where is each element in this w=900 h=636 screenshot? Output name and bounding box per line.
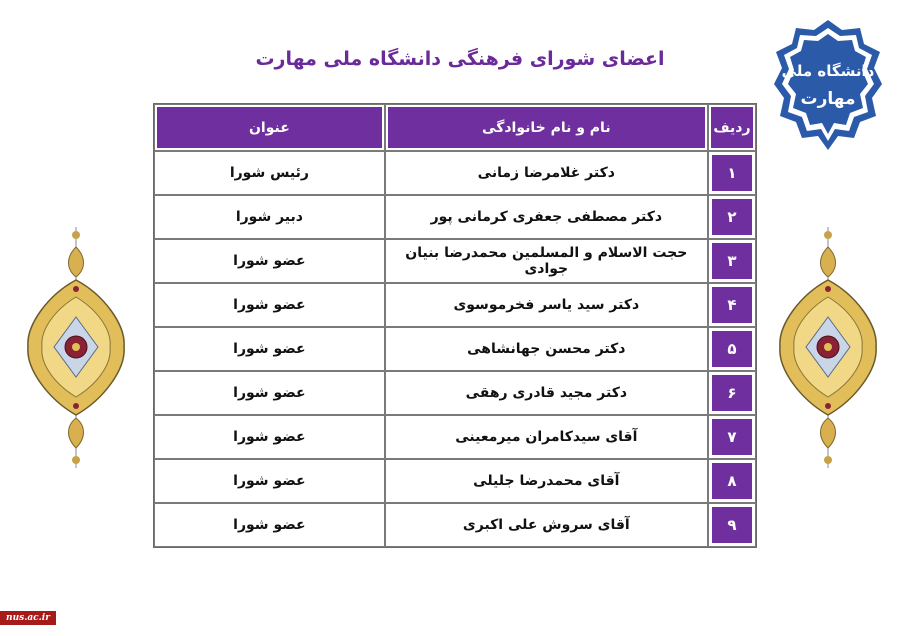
table-row — [154, 327, 756, 371]
table-row — [154, 151, 756, 195]
member-name: دکتر مصطفی جعفری کرمانی پور — [385, 195, 708, 239]
member-title: عضو شورا — [154, 283, 385, 327]
table-row — [154, 239, 756, 283]
header-row-number: ردیف — [708, 104, 756, 151]
header-title: عنوان — [154, 104, 385, 151]
site-url-tag: nus.ac.ir — [0, 611, 56, 625]
member-name: دکتر مجید قادری رهقی — [385, 371, 708, 415]
university-logo — [772, 18, 884, 158]
member-title: عضو شورا — [154, 327, 385, 371]
member-name: آقای سروش علی اکبری — [385, 503, 708, 547]
row-number: ۴ — [708, 283, 756, 327]
member-name: آقای محمدرضا جلیلی — [385, 459, 708, 503]
ornament-left — [24, 225, 128, 470]
row-number: ۹ — [708, 503, 756, 547]
member-title: عضو شورا — [154, 371, 385, 415]
member-title: دبیر شورا — [154, 195, 385, 239]
member-name: دکتر غلامرضا زمانی — [385, 151, 708, 195]
member-name: آقای سیدکامران میرمعینی — [385, 415, 708, 459]
table-row — [154, 459, 756, 503]
member-title: عضو شورا — [154, 239, 385, 283]
row-number: ۷ — [708, 415, 756, 459]
table-row — [154, 415, 756, 459]
table-row — [154, 503, 756, 547]
table-header-row — [154, 104, 756, 151]
page-title: اعضای شورای فرهنگی دانشگاه ملی مهارت — [255, 48, 665, 70]
table-row — [154, 195, 756, 239]
member-title: رئیس شورا — [154, 151, 385, 195]
table-row — [154, 283, 756, 327]
logo-text-bottom: مهارت — [800, 89, 856, 109]
row-number: ۶ — [708, 371, 756, 415]
logo-text-top: دانشگاه ملی — [781, 62, 875, 80]
ornament-right — [776, 225, 880, 470]
row-number: ۱ — [708, 151, 756, 195]
member-title: عضو شورا — [154, 415, 385, 459]
table-row — [154, 371, 756, 415]
member-title: عضو شورا — [154, 459, 385, 503]
row-number: ۳ — [708, 239, 756, 283]
member-name: حجت الاسلام و المسلمین محمدرضا بنیان جوادی — [385, 239, 708, 283]
council-members-table — [153, 103, 757, 548]
header-full-name: نام و نام خانوادگی — [385, 104, 708, 151]
row-number: ۵ — [708, 327, 756, 371]
row-number: ۲ — [708, 195, 756, 239]
member-name: دکتر محسن جهانشاهی — [385, 327, 708, 371]
row-number: ۸ — [708, 459, 756, 503]
member-name: دکتر سید یاسر فخرموسوی — [385, 283, 708, 327]
member-title: عضو شورا — [154, 503, 385, 547]
